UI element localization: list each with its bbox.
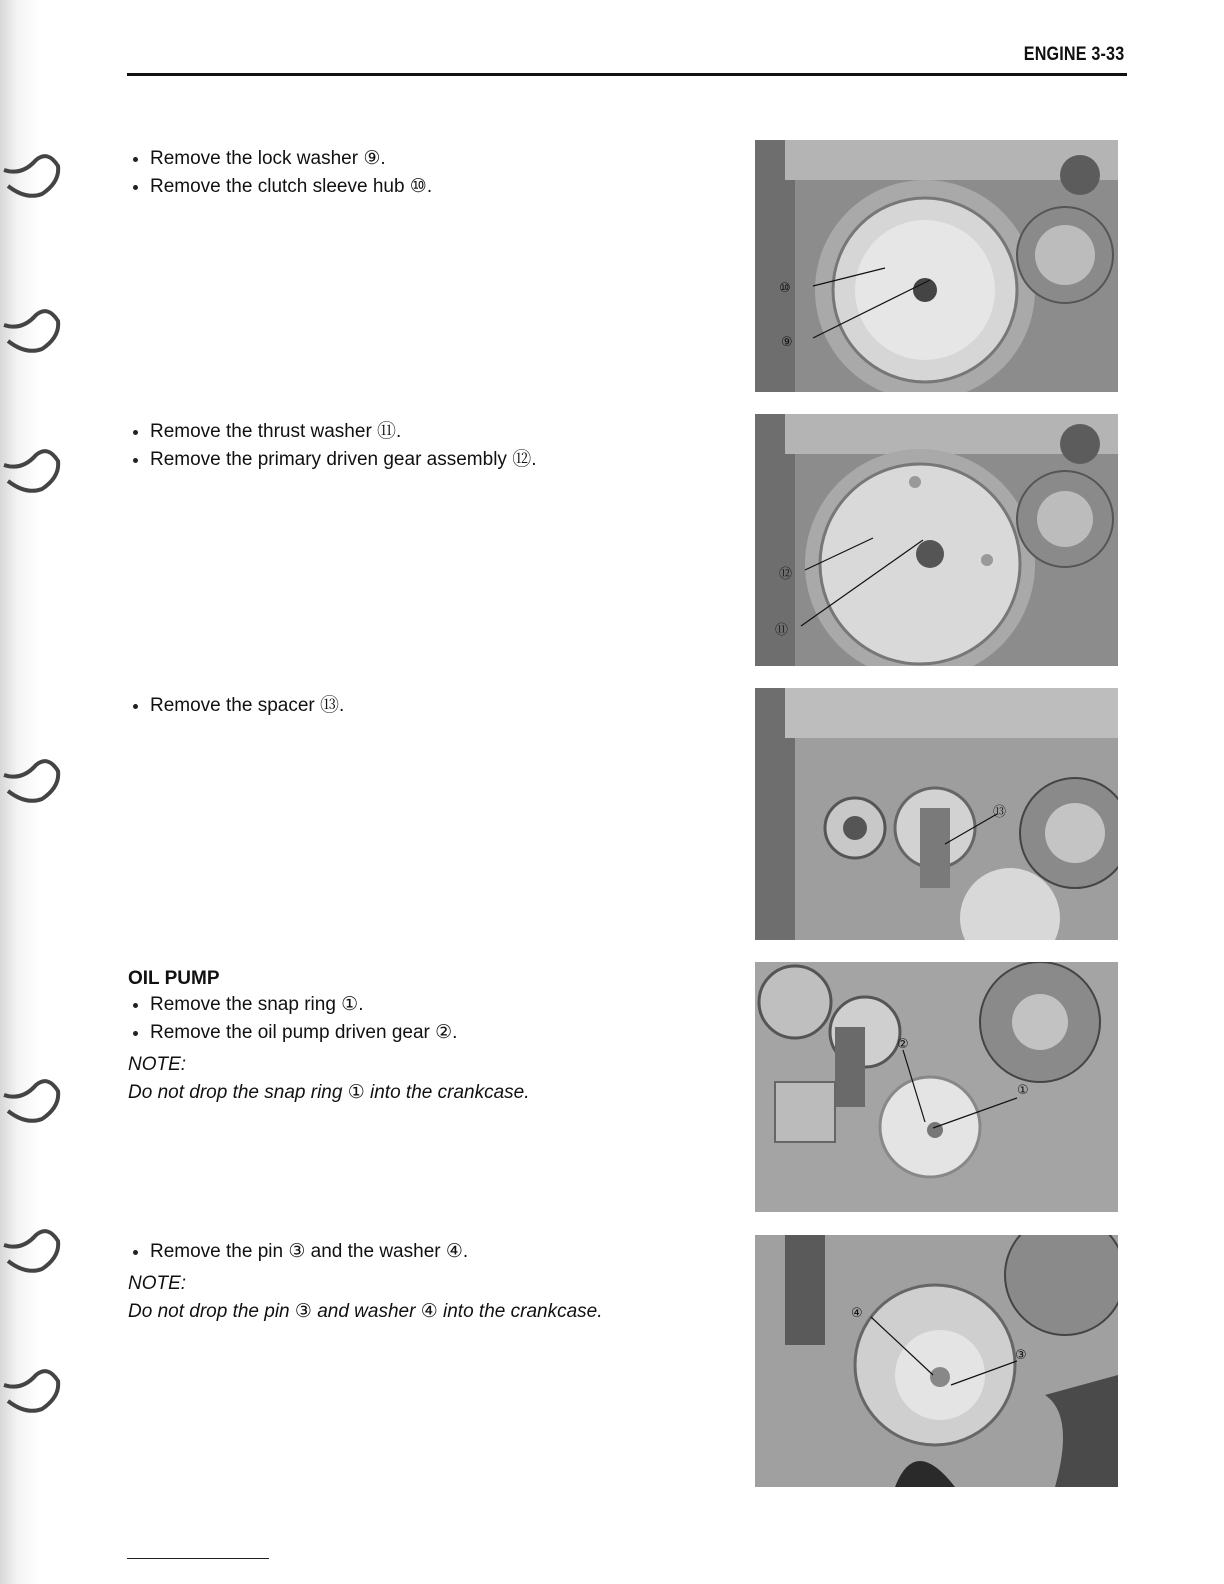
instruction-step: Remove the snap ring ①. <box>128 991 718 1019</box>
instruction-step: Remove the primary driven gear assembly ⑫. <box>128 446 718 474</box>
page-header-title: ENGINE 3-33 <box>1023 44 1124 65</box>
photo-spacer <box>755 688 1118 940</box>
instruction-step: Remove the oil pump driven gear ②. <box>128 1019 718 1047</box>
instruction-step: Remove the pin ③ and the washer ④. <box>128 1238 718 1266</box>
photo-pin-and-washer <box>755 1235 1118 1487</box>
instruction-step: Remove the lock washer ⑨. <box>128 145 718 173</box>
binder-hole <box>2 1365 62 1417</box>
footer-rule <box>127 1558 269 1559</box>
photo-oil-pump-driven-gear <box>755 962 1118 1212</box>
binder-hole <box>2 305 62 357</box>
callout-label: ③ <box>1015 1348 1027 1363</box>
section-oil-pump <box>128 967 718 1107</box>
callout-label: ② <box>897 1037 909 1052</box>
instruction-step: Remove the spacer ⑬. <box>128 692 718 720</box>
section-pin-washer <box>128 1238 718 1326</box>
callout-label: ⑨ <box>781 335 793 350</box>
binder-hole <box>2 150 62 202</box>
binder-hole <box>2 1225 62 1277</box>
binder-hole <box>2 1075 62 1127</box>
section-spacer <box>128 692 718 720</box>
note-label: NOTE: <box>128 1054 187 1075</box>
instruction-step: Remove the thrust washer ⑪. <box>128 418 718 446</box>
callout-label: ⑪ <box>775 623 789 638</box>
section-clutch-hub <box>128 145 718 201</box>
callout-label: ① <box>1017 1083 1029 1098</box>
header-rule <box>127 73 1127 76</box>
note-text: Do not drop the snap ring ① into the crankcase. <box>128 1082 530 1103</box>
photo-clutch-sleeve-hub <box>755 140 1118 392</box>
section-heading: OIL PUMP <box>128 968 220 989</box>
note-text: Do not drop the pin ③ and washer ④ into the crankcase. <box>128 1301 603 1322</box>
binder-hole <box>2 445 62 497</box>
note-label: NOTE: <box>128 1273 187 1294</box>
instruction-step: Remove the clutch sleeve hub ⑩. <box>128 173 718 201</box>
callout-label: ⑬ <box>993 805 1007 820</box>
photo-primary-driven-gear <box>755 414 1118 666</box>
callout-label: ④ <box>851 1306 863 1321</box>
callout-label: ⑫ <box>779 567 793 582</box>
callout-label: ⑩ <box>779 281 791 296</box>
section-driven-gear <box>128 418 718 474</box>
binder-hole <box>2 755 62 807</box>
